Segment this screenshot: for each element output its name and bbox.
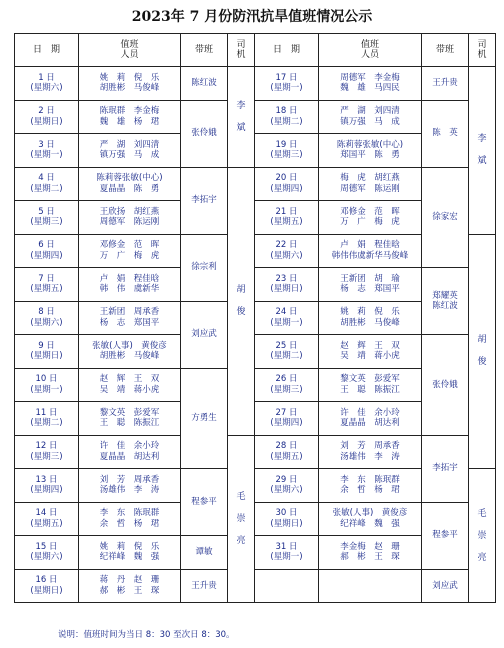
- date-cell: 3 日 (星期一): [15, 134, 79, 168]
- date-cell: 2 日 (星期日): [15, 100, 79, 134]
- duty-personnel-cell: 邓修金 范 晖 万 广 梅 虎: [319, 201, 422, 235]
- date-cell: 23 日 (星期日): [255, 268, 319, 302]
- driver-cell: 李 斌: [228, 67, 255, 168]
- lead-cell: 李拓宇: [422, 435, 469, 502]
- table-row: [15, 100, 496, 134]
- date-cell: 25 日 (星期二): [255, 335, 319, 369]
- date-cell: 21 日 (星期五): [255, 201, 319, 235]
- table-row: [15, 335, 496, 369]
- date-cell: 27 日 (星期四): [255, 402, 319, 436]
- lead-cell: 张伶娥: [422, 335, 469, 436]
- table-row: [15, 67, 496, 101]
- table-row: [15, 167, 496, 201]
- lead-cell: 方勇生: [181, 368, 228, 469]
- date-cell: 28 日 (星期五): [255, 435, 319, 469]
- lead-cell: 郑耀英 陈红波: [422, 268, 469, 335]
- duty-personnel-cell: 陈珉群 李金梅 魏 雄 杨 珺: [79, 100, 181, 134]
- driver-cell: 胡 俊: [228, 167, 255, 435]
- duty-personnel-cell: 李 东 陈珉群 余 哲 杨 珺: [319, 469, 422, 503]
- lead-cell: 陈红波: [181, 67, 228, 101]
- duty-personnel-cell: 李金梅 赵 珊 郝 彬 王 琛: [319, 536, 422, 570]
- duty-personnel-cell: 周德军 李金梅 魏 雄 马四民: [319, 67, 422, 101]
- table-header-row: [15, 34, 496, 67]
- driver-cell: 李 斌: [469, 67, 496, 235]
- duty-personnel-cell: 王新团 胡 瑜 杨 志 郑国平: [319, 268, 422, 302]
- duty-personnel-cell: 张敏(人事) 黄俊彦 纪祥峰 魏 强: [319, 502, 422, 536]
- date-cell: 20 日 (星期四): [255, 167, 319, 201]
- duty-personnel-cell: 赵 辉 王 双 吴 靖 蒋小虎: [319, 335, 422, 369]
- date-cell: 24 日 (星期一): [255, 301, 319, 335]
- header-date: 日 期: [15, 34, 79, 67]
- driver-cell: 胡 俊: [469, 234, 496, 469]
- duty-personnel-cell: 卢 娟 程佳晗 韩伟伟虞新华马俊峰: [319, 234, 422, 268]
- lead-cell: 陈 英: [422, 100, 469, 167]
- duty-personnel-cell: 严 湖 刘四清 镇万强 马 成: [79, 134, 181, 168]
- date-cell: 26 日 (星期三): [255, 368, 319, 402]
- lead-cell: 徐家宏: [422, 167, 469, 268]
- lead-cell: 刘应武: [181, 301, 228, 368]
- header-date: 日 期: [255, 34, 319, 67]
- driver-cell: 毛 崇 亮: [228, 435, 255, 603]
- duty-personnel-cell: 王欣扬 胡红燕 周德军 陈运刚: [79, 201, 181, 235]
- lead-cell: 程参平: [181, 469, 228, 536]
- date-cell: 9 日 (星期日): [15, 335, 79, 369]
- duty-personnel-cell: 严 湖 刘四清 镇万强 马 成: [319, 100, 422, 134]
- header-driver: 司 机: [228, 34, 255, 67]
- date-cell: 29 日 (星期六): [255, 469, 319, 503]
- duty-schedule-table: [14, 33, 496, 603]
- duty-personnel-cell: 赵 辉 王 双 吴 靖 蒋小虎: [79, 368, 181, 402]
- lead-cell: 刘应武: [422, 569, 469, 603]
- duty-personnel-cell: 卢 娟 程佳晗 韩 伟 虞新华: [79, 268, 181, 302]
- duty-personnel-cell: 刘 芳 周承香 汤雄伟 李 涛: [319, 435, 422, 469]
- table-row: [15, 502, 496, 536]
- lead-cell: 张伶娥: [181, 100, 228, 167]
- duty-personnel-cell: 许 佳 余小玲 夏晶晶 胡达利: [79, 435, 181, 469]
- date-cell: 1 日 (星期六): [15, 67, 79, 101]
- header-duty: 值班 人员: [79, 34, 181, 67]
- lead-cell: 谭敏: [181, 536, 228, 570]
- date-cell: 14 日 (星期五): [15, 502, 79, 536]
- date-cell: [255, 569, 319, 603]
- date-cell: 22 日 (星期六): [255, 234, 319, 268]
- duty-personnel-cell: 姚 莉 倪 乐 胡胜彬 马俊峰: [79, 67, 181, 101]
- date-cell: 10 日 (星期一): [15, 368, 79, 402]
- date-cell: 19 日 (星期三): [255, 134, 319, 168]
- duty-personnel-cell: 陈莉蓉张敏(中心) 夏晶晶 陈 勇: [79, 167, 181, 201]
- header-duty: 值班 人员: [319, 34, 422, 67]
- date-cell: 12 日 (星期三): [15, 435, 79, 469]
- lead-cell: 王升贵: [422, 67, 469, 101]
- date-cell: 13 日 (星期四): [15, 469, 79, 503]
- duty-personnel-cell: [319, 569, 422, 603]
- duty-personnel-cell: 王新团 周承香 杨 志 郑国平: [79, 301, 181, 335]
- table-row: [15, 435, 496, 469]
- duty-personnel-cell: 李 东 陈珉群 余 哲 杨 珺: [79, 502, 181, 536]
- duty-personnel-cell: 黎文英 彭爱军 王 聪 陈振江: [79, 402, 181, 436]
- date-cell: 7 日 (星期五): [15, 268, 79, 302]
- date-cell: 8 日 (星期六): [15, 301, 79, 335]
- lead-cell: 徐宗利: [181, 234, 228, 301]
- lead-cell: 李拓宇: [181, 167, 228, 234]
- header-driver: 司 机: [469, 34, 496, 67]
- date-cell: 18 日 (星期二): [255, 100, 319, 134]
- header-lead: 带班: [181, 34, 228, 67]
- date-cell: 15 日 (星期六): [15, 536, 79, 570]
- page-title: 2023年 7 月份防汛抗旱值班情况公示: [131, 9, 373, 25]
- date-cell: 4 日 (星期二): [15, 167, 79, 201]
- date-cell: 5 日 (星期三): [15, 201, 79, 235]
- duty-personnel-cell: 张敏(人事) 黄俊彦 胡胜彬 马俊峰: [79, 335, 181, 369]
- date-cell: 31 日 (星期一): [255, 536, 319, 570]
- footnote: 说明：值班时间为当日 8：30 至次日 8：30。: [58, 630, 235, 640]
- date-cell: 17 日 (星期一): [255, 67, 319, 101]
- lead-cell: 程参平: [422, 502, 469, 569]
- date-cell: 11 日 (星期二): [15, 402, 79, 436]
- duty-personnel-cell: 许 佳 余小玲 夏晶晶 胡达利: [319, 402, 422, 436]
- date-cell: 16 日 (星期日): [15, 569, 79, 603]
- date-cell: 6 日 (星期四): [15, 234, 79, 268]
- driver-cell: 毛 崇 亮: [469, 469, 496, 603]
- duty-personnel-cell: 蒋 丹 赵 珊 郝 彬 王 琛: [79, 569, 181, 603]
- duty-personnel-cell: 邓修金 范 晖 万 广 梅 虎: [79, 234, 181, 268]
- date-cell: 30 日 (星期日): [255, 502, 319, 536]
- duty-personnel-cell: 姚 莉 倪 乐 纪祥峰 魏 强: [79, 536, 181, 570]
- duty-personnel-cell: 黎文英 彭爱军 王 聪 陈振江: [319, 368, 422, 402]
- duty-personnel-cell: 姚 莉 倪 乐 胡胜彬 马俊峰: [319, 301, 422, 335]
- duty-personnel-cell: 刘 芳 周承香 汤雄伟 李 涛: [79, 469, 181, 503]
- header-lead: 带班: [422, 34, 469, 67]
- table-row: [15, 569, 496, 603]
- lead-cell: 王升贵: [181, 569, 228, 603]
- table-row: [15, 268, 496, 302]
- duty-personnel-cell: 陈莉蓉张敏(中心) 郑国平 陈 勇: [319, 134, 422, 168]
- duty-personnel-cell: 梅 虎 胡红燕 周德军 陈运刚: [319, 167, 422, 201]
